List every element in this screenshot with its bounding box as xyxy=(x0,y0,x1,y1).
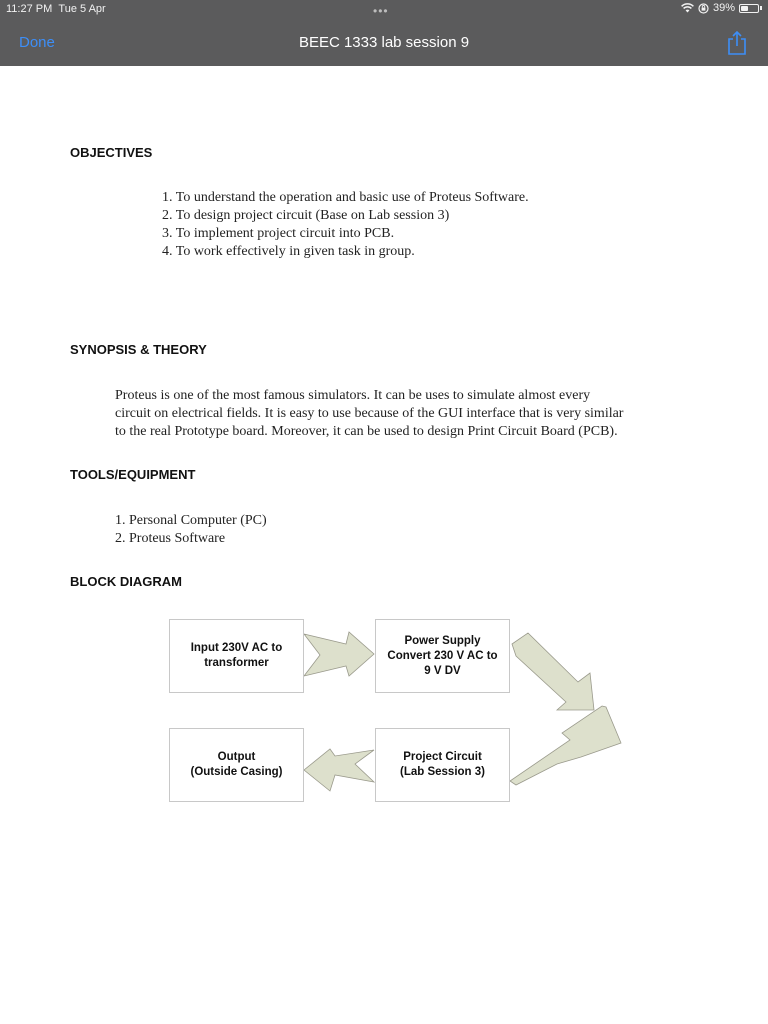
objectives-heading: OBJECTIVES xyxy=(70,145,153,160)
done-button[interactable]: Done xyxy=(19,34,55,51)
tools-heading: TOOLS/EQUIPMENT xyxy=(70,467,196,482)
power-supply-box: Power Supply Convert 230 V AC to 9 V DV xyxy=(375,619,510,693)
output-box: Output (Outside Casing) xyxy=(169,728,304,802)
paragraph-line: to the real Prototype board. Moreover, it can be used to design Print Circuit Board (PCB). xyxy=(115,424,618,439)
input-box: Input 230V AC to transformer xyxy=(169,619,304,693)
multitask-dots-icon[interactable]: ••• xyxy=(373,4,389,18)
page-title: BEEC 1333 lab session 9 xyxy=(298,34,470,51)
list-item: 2. To design project circuit (Base on Lab session 3) xyxy=(162,208,450,223)
battery-percent: 39% xyxy=(712,2,735,14)
arrow-project-to-output xyxy=(304,749,374,791)
block-diagram-heading: BLOCK DIAGRAM xyxy=(70,574,182,589)
arrow-power-to-project-right xyxy=(512,633,594,710)
list-item: 1. Personal Computer (PC) xyxy=(115,513,267,528)
arrow-power-to-project-left xyxy=(510,706,621,785)
list-item: 2. Proteus Software xyxy=(115,531,226,546)
arrow-input-to-power xyxy=(304,632,374,676)
synopsis-heading: SYNOPSIS & THEORY xyxy=(70,342,207,357)
list-item: 4. To work effectively in given task in group. xyxy=(162,244,415,259)
project-circuit-box: Project Circuit (Lab Session 3) xyxy=(375,728,510,802)
list-item: 3. To implement project circuit into PCB. xyxy=(162,226,395,241)
paragraph-line: circuit on electrical fields. It is easy to use because of the GUI interface that is very similar xyxy=(115,406,624,421)
status-time: 11:27 PM Tue 5 Apr xyxy=(6,3,106,15)
list-item: 1. To understand the operation and basic use of Proteus Software. xyxy=(162,190,529,205)
paragraph-line: Proteus is one of the most famous simulators. It can be uses to simulate almost every xyxy=(115,388,591,403)
